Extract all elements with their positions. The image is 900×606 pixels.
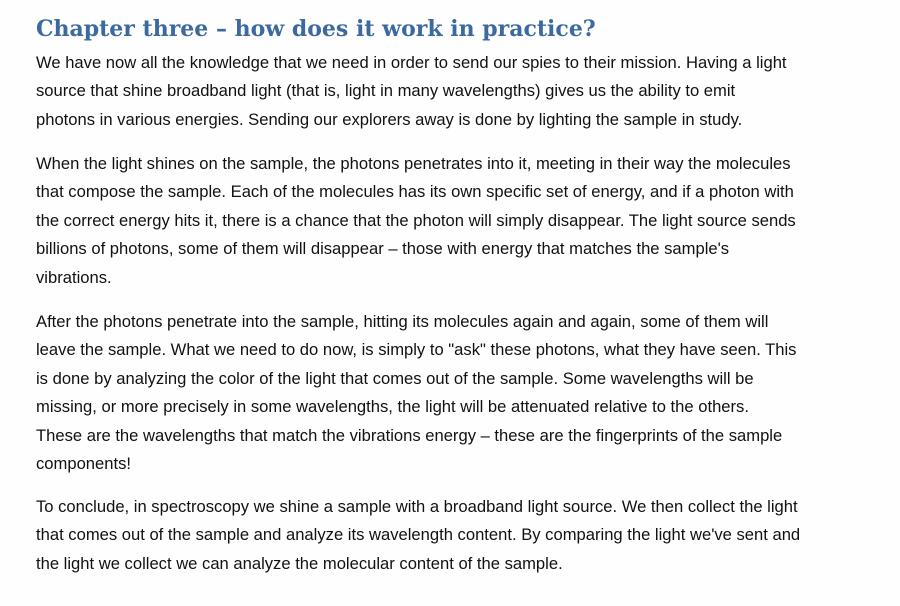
paragraph-intro bbox=[36, 49, 886, 134]
paragraph-line: vibrations. bbox=[36, 267, 112, 287]
paragraph-light-on-sample bbox=[36, 150, 886, 292]
paragraph-line: leave the sample. What we need to do now, is simply to "ask" these photons, what they have seen. This bbox=[36, 340, 797, 360]
chapter-heading: Chapter three – how does it work in practice? bbox=[36, 16, 596, 42]
paragraph-line: We have now all the knowledge that we need in order to send our spies to their mission. Having a light bbox=[36, 53, 787, 72]
paragraph-line: source that shine broadband light (that is, light in many wavelengths) gives us the ability to emit bbox=[36, 81, 736, 101]
paragraph-line: the correct energy hits it, there is a chance that the photon will simply disappear. The light source sends bbox=[36, 210, 796, 230]
paragraph-line: billions of photons, some of them will disappear – those with energy that matches the sample's bbox=[36, 239, 730, 259]
paragraph-line: that compose the sample. Each of the molecules has its own specific set of energy, and if a photon with bbox=[36, 182, 794, 202]
paragraph-line: To conclude, in spectroscopy we shine a sample with a broadband light source. We then collect the light bbox=[36, 497, 798, 516]
paragraph-conclusion bbox=[36, 493, 886, 578]
paragraph-line: the light we collect we can analyze the molecular content of the sample. bbox=[36, 553, 563, 573]
paragraph-line: photons in various energies. Sending our explorers away is done by lighting the sample in study. bbox=[36, 109, 743, 129]
paragraph-line: When the light shines on the sample, the photons penetrates into it, meeting in their way the molecules bbox=[36, 154, 791, 173]
paragraph-line: After the photons penetrate into the sample, hitting its molecules again and again, some of them will bbox=[36, 312, 769, 331]
paragraph-line: is done by analyzing the color of the light that comes out of the sample. Some wavelengths will be bbox=[36, 368, 754, 388]
paragraph-line: missing, or more precisely in some wavelengths, the light will be attenuated relative to the others. bbox=[36, 397, 749, 417]
paragraph-line: components! bbox=[36, 454, 132, 474]
paragraph-line: These are the wavelengths that match the vibrations energy – these are the fingerprints of the sample bbox=[36, 425, 783, 445]
paragraph-photons-leave bbox=[36, 308, 886, 478]
paragraph-line: that comes out of the sample and analyze its wavelength content. By comparing the light we've sent and bbox=[36, 525, 801, 545]
